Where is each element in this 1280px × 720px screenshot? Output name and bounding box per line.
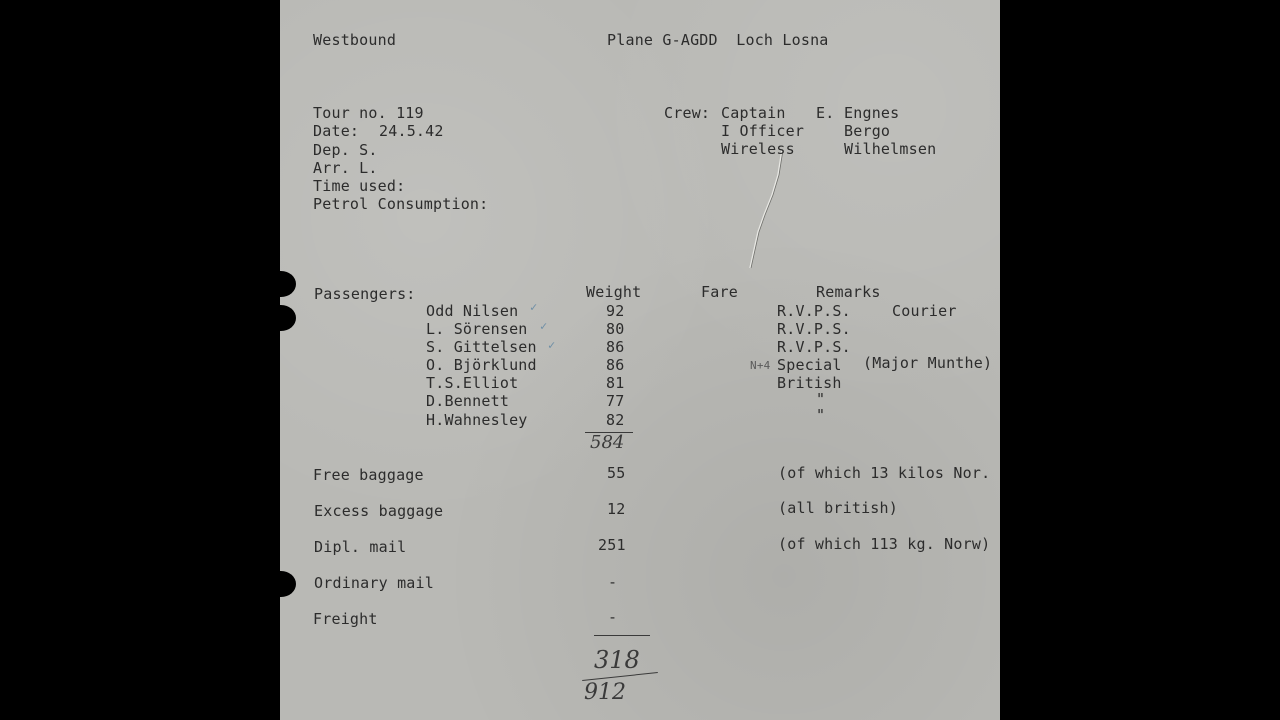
plane-title: Plane G-AGDD Loch Losna <box>607 31 829 49</box>
passenger-weight: 81 <box>606 374 625 392</box>
petrol-consumption: Petrol Consumption: <box>313 195 489 213</box>
crew-role: Captain <box>721 104 786 122</box>
tour-number: Tour no. 119 <box>313 104 424 122</box>
passenger-note: (Major Munthe) <box>863 354 993 372</box>
cargo-note: (of which 13 kilos Nor. <box>778 464 991 482</box>
passenger-name: D.Bennett <box>426 392 510 410</box>
cargo-weight: - <box>608 573 618 591</box>
cargo-weight: 251 <box>598 536 626 554</box>
cargo-weight: 12 <box>607 500 626 518</box>
passenger-subtotal: 584 <box>590 432 625 453</box>
crew-label: Crew: <box>664 104 711 122</box>
passenger-remark: British <box>777 374 842 392</box>
column-remarks: Remarks <box>816 283 881 301</box>
crew-name: Engnes <box>844 104 900 122</box>
passenger-name: L. Sörensen <box>426 320 528 338</box>
ditto-mark: " <box>816 390 826 408</box>
date-label: Date: <box>313 122 360 140</box>
cargo-weight: - <box>608 608 618 626</box>
cargo-total: 318 <box>594 646 640 674</box>
passenger-weight: 92 <box>606 302 625 320</box>
crew-role: I Officer <box>721 122 805 140</box>
cargo-weight: 55 <box>607 464 626 482</box>
cargo-label: Ordinary mail <box>314 574 434 592</box>
crew-name: Wilhelmsen <box>844 140 937 158</box>
passenger-weight: 80 <box>606 320 625 338</box>
grand-total: 912 <box>584 680 626 705</box>
column-fare: Fare <box>701 283 738 301</box>
passenger-remark: Special <box>777 356 842 374</box>
check-mark-icon: ✓ <box>540 319 548 333</box>
column-weight: Weight <box>586 283 642 301</box>
date-value: 24.5.42 <box>379 122 444 140</box>
crew-role: Wireless <box>721 140 795 158</box>
passenger-weight: 77 <box>606 392 625 410</box>
direction-label: Westbound <box>313 31 397 49</box>
passenger-note: Courier <box>892 302 957 320</box>
marginal-mark: N+4 <box>750 359 771 372</box>
crew-initial: E. <box>816 104 835 122</box>
passenger-remark: R.V.P.S. <box>777 320 851 338</box>
cargo-label: Excess baggage <box>314 502 444 520</box>
passenger-weight: 86 <box>606 356 625 374</box>
passenger-remark: R.V.P.S. <box>777 338 851 356</box>
cargo-label: Dipl. mail <box>314 538 407 556</box>
check-mark-icon: ✓ <box>548 338 556 352</box>
passenger-name: H.Wahnesley <box>426 411 528 429</box>
document-page <box>280 0 1000 720</box>
passenger-weight: 86 <box>606 338 625 356</box>
arrival: Arr. L. <box>313 159 378 177</box>
check-mark-icon: ✓ <box>530 300 538 314</box>
departure: Dep. S. <box>313 141 378 159</box>
total-rule <box>594 635 650 636</box>
passenger-remark: R.V.P.S. <box>777 302 851 320</box>
cargo-label: Free baggage <box>313 466 424 484</box>
passengers-label: Passengers: <box>314 285 416 303</box>
time-used: Time used: <box>313 177 406 195</box>
cargo-note: (of which 113 kg. Norw) <box>778 535 991 553</box>
ditto-mark: " <box>816 406 826 424</box>
cargo-note: (all british) <box>778 499 898 517</box>
crew-name: Bergo <box>844 122 891 140</box>
passenger-name: O. Björklund <box>426 356 537 374</box>
passenger-name: Odd Nilsen <box>426 302 519 320</box>
passenger-weight: 82 <box>606 411 625 429</box>
passenger-name: S. Gittelsen <box>426 338 537 356</box>
passenger-name: T.S.Elliot <box>426 374 519 392</box>
cargo-label: Freight <box>313 610 378 628</box>
